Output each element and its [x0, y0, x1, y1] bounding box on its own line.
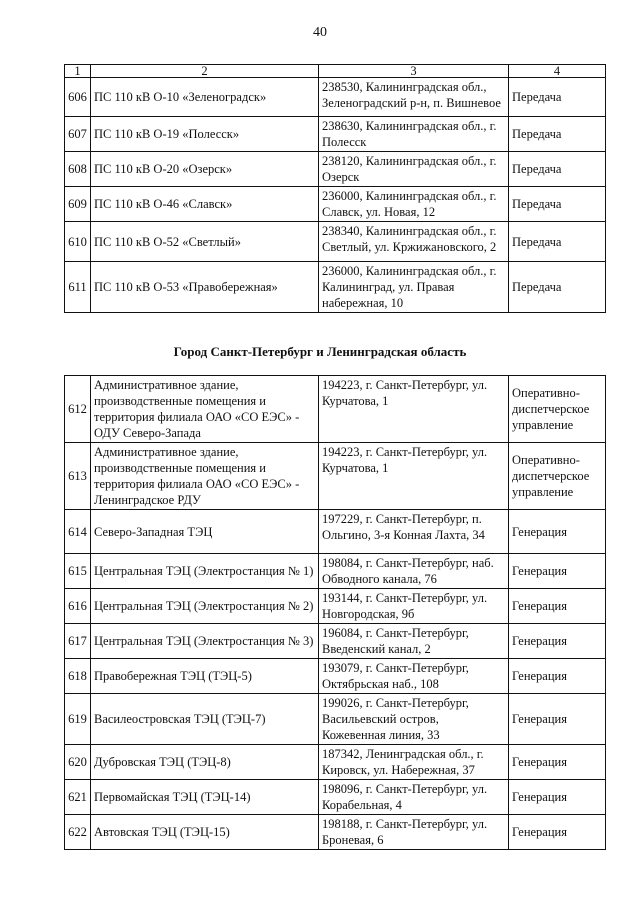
object-name: Северо-Западная ТЭЦ	[91, 510, 319, 554]
object-function: Генерация	[509, 659, 606, 694]
object-name: ПС 110 кВ О-20 «Озерск»	[91, 152, 319, 187]
object-name: Дубровская ТЭЦ (ТЭЦ-8)	[91, 745, 319, 780]
table-row	[65, 376, 606, 443]
object-function: Оперативно-диспетчерское управление	[509, 376, 606, 443]
table-row	[65, 780, 606, 815]
table-row	[65, 510, 606, 554]
page-number: 40	[313, 25, 327, 40]
table-row	[65, 694, 606, 745]
table-row	[65, 78, 606, 117]
facilities-table-spb	[64, 375, 606, 850]
row-number: 617	[65, 624, 91, 659]
row-number: 607	[65, 117, 91, 152]
object-name: ПС 110 кВ О-10 «Зеленоградск»	[91, 78, 319, 117]
object-function: Генерация	[509, 589, 606, 624]
object-function: Передача	[509, 78, 606, 117]
object-function: Передача	[509, 262, 606, 313]
object-name: Центральная ТЭЦ (Электростанция № 2)	[91, 589, 319, 624]
object-address: 236000, Калининградская обл., г. Славск, ул. Новая, 12	[319, 187, 509, 222]
object-name: Центральная ТЭЦ (Электростанция № 3)	[91, 624, 319, 659]
object-function: Передача	[509, 187, 606, 222]
table-row	[65, 222, 606, 262]
table-row	[65, 117, 606, 152]
table-row	[65, 745, 606, 780]
table-row	[65, 659, 606, 694]
object-address: 187342, Ленинградская обл., г. Кировск, ул. Набережная, 37	[319, 745, 509, 780]
column-header: 4	[509, 65, 606, 78]
row-number: 619	[65, 694, 91, 745]
row-number: 608	[65, 152, 91, 187]
object-name: Правобережная ТЭЦ (ТЭЦ-5)	[91, 659, 319, 694]
object-address: 238530, Калининградская обл., Зеленоградский р-н, п. Вишневое	[319, 78, 509, 117]
object-function: Генерация	[509, 694, 606, 745]
row-number: 621	[65, 780, 91, 815]
object-address: 198084, г. Санкт-Петербург, наб. Обводного канала, 76	[319, 554, 509, 589]
table-row	[65, 815, 606, 850]
object-name: Административное здание, производственные помещения и территория филиала ОАО «СО ЕЭС» - ОДУ Северо-Запада	[91, 376, 319, 443]
table-body-top	[65, 65, 606, 313]
object-address: 193079, г. Санкт-Петербург, Октябрьская наб., 108	[319, 659, 509, 694]
column-header: 3	[319, 65, 509, 78]
row-number: 612	[65, 376, 91, 443]
object-address: 194223, г. Санкт-Петербург, ул. Курчатова, 1	[319, 376, 509, 443]
row-number: 614	[65, 510, 91, 554]
table-row	[65, 554, 606, 589]
row-number: 611	[65, 262, 91, 313]
row-number: 620	[65, 745, 91, 780]
table-row	[65, 443, 606, 510]
row-number: 616	[65, 589, 91, 624]
table-body-bottom	[65, 376, 606, 850]
table-header-row	[65, 65, 606, 78]
column-header: 2	[91, 65, 319, 78]
object-name: Первомайская ТЭЦ (ТЭЦ-14)	[91, 780, 319, 815]
object-address: 198188, г. Санкт-Петербург, ул. Броневая, 6	[319, 815, 509, 850]
object-address: 236000, Калининградская обл., г. Калининград, ул. Правая набережная, 10	[319, 262, 509, 313]
section-heading: Город Санкт-Петербург и Ленинградская область	[173, 344, 467, 359]
object-function: Генерация	[509, 624, 606, 659]
row-number: 609	[65, 187, 91, 222]
object-name: Административное здание, производственные помещения и территория филиала ОАО «СО ЕЭС» - Ленинградское РДУ	[91, 443, 319, 510]
object-function: Генерация	[509, 745, 606, 780]
object-function: Оперативно-диспетчерское управление	[509, 443, 606, 510]
object-address: 238120, Калининградская обл., г. Озерск	[319, 152, 509, 187]
object-function: Передача	[509, 222, 606, 262]
object-name: ПС 110 кВ О-46 «Славск»	[91, 187, 319, 222]
object-name: Василеостровская ТЭЦ (ТЭЦ-7)	[91, 694, 319, 745]
object-name: Центральная ТЭЦ (Электростанция № 1)	[91, 554, 319, 589]
object-address: 196084, г. Санкт-Петербург, Введенский канал, 2	[319, 624, 509, 659]
row-number: 615	[65, 554, 91, 589]
row-number: 622	[65, 815, 91, 850]
row-number: 606	[65, 78, 91, 117]
object-address: 194223, г. Санкт-Петербург, ул. Курчатова, 1	[319, 443, 509, 510]
facilities-table-kaliningrad	[64, 64, 606, 313]
object-address: 238340, Калининградская обл., г. Светлый, ул. Кржижановского, 2	[319, 222, 509, 262]
object-address: 198096, г. Санкт-Петербург, ул. Корабельная, 4	[319, 780, 509, 815]
object-address: 199026, г. Санкт-Петербург, Васильевский остров, Кожевенная линия, 33	[319, 694, 509, 745]
object-name: ПС 110 кВ О-52 «Светлый»	[91, 222, 319, 262]
table-row	[65, 152, 606, 187]
object-function: Генерация	[509, 554, 606, 589]
table-row	[65, 262, 606, 313]
object-address: 197229, г. Санкт-Петербург, п. Ольгино, 3-я Конная Лахта, 34	[319, 510, 509, 554]
row-number: 618	[65, 659, 91, 694]
object-function: Генерация	[509, 780, 606, 815]
row-number: 613	[65, 443, 91, 510]
row-number: 610	[65, 222, 91, 262]
object-function: Передача	[509, 152, 606, 187]
object-name: ПС 110 кВ О-53 «Правобережная»	[91, 262, 319, 313]
table-row	[65, 589, 606, 624]
object-function: Генерация	[509, 815, 606, 850]
object-function: Генерация	[509, 510, 606, 554]
object-address: 193144, г. Санкт-Петербург, ул. Новгородская, 9б	[319, 589, 509, 624]
column-header: 1	[65, 65, 91, 78]
table-row	[65, 624, 606, 659]
object-address: 238630, Калининградская обл., г. Полесск	[319, 117, 509, 152]
object-name: ПС 110 кВ О-19 «Полесск»	[91, 117, 319, 152]
object-function: Передача	[509, 117, 606, 152]
object-name: Автовская ТЭЦ (ТЭЦ-15)	[91, 815, 319, 850]
table-row	[65, 187, 606, 222]
